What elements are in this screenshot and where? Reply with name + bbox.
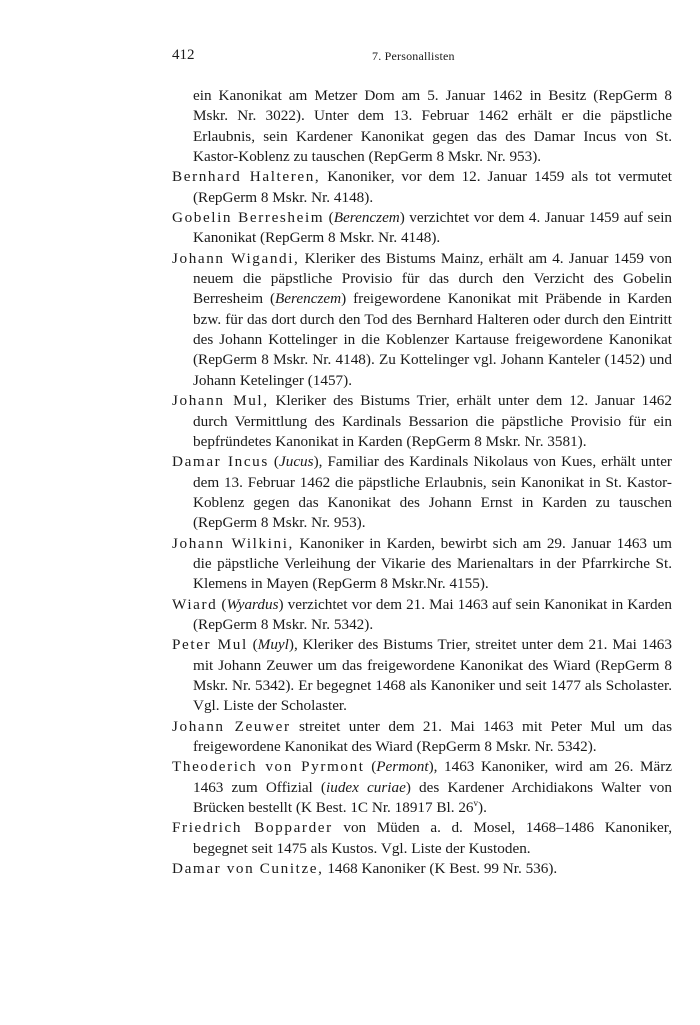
list-entry bbox=[172, 167, 672, 208]
running-head: 7. Personallisten bbox=[372, 49, 455, 63]
person-name: Johann Wilkini, bbox=[172, 534, 294, 552]
list-entry bbox=[172, 635, 672, 716]
page-number: 412 bbox=[172, 47, 195, 63]
entry-text: ). bbox=[478, 799, 487, 817]
paren-open: ( bbox=[324, 209, 334, 227]
person-name: Johann Mul, bbox=[172, 392, 269, 410]
list-entry bbox=[172, 249, 672, 391]
person-name: Damar von Cunitze, bbox=[172, 860, 324, 878]
list-entry bbox=[172, 391, 672, 452]
list-entry bbox=[172, 452, 672, 533]
entry-text: ), Familiar des Kardinals Nikolaus von Kues, erhält unter dem 13. Februar 1462 die päpstliche Erlaubnis, sein Kanonikat in St. Kastor-Koblenz gegen das Kanonikat des Johann Ernst in Karden zu tauschen (RepGerm 8 Mskr. Nr. 953). bbox=[193, 453, 672, 532]
list-entry bbox=[172, 717, 672, 758]
entry-text: ) des Kardener Archidiakons Walter von Brücken bestellt (K Best. 1C Nr. 18917 Bl. 26 bbox=[193, 778, 672, 817]
list-entry bbox=[172, 818, 672, 859]
name-variant: Muyl bbox=[257, 636, 289, 654]
paren-open: ( bbox=[364, 758, 377, 776]
entry-text: ), Kleriker des Bistums Trier, streitet unter dem 21. Mai 1463 mit Johann Zeuwer um das freigewordene Kanonikat des Wiard (RepGerm 8 Mskr. Nr. 5342). Er begegnet 1468 als Kanoniker und seit 1477 als Scholaster. Vgl. Liste der Scholaster. bbox=[193, 636, 672, 715]
page-header bbox=[172, 47, 668, 71]
name-variant: Berenczem bbox=[333, 209, 400, 227]
entry-text: ) verzichtet vor dem 4. Januar 1459 auf sein Kanonikat (RepGerm 8 Mskr. Nr. 4148). bbox=[193, 209, 673, 247]
list-entry bbox=[172, 208, 672, 249]
person-name: Johann Zeuwer bbox=[172, 717, 291, 735]
entry-text: ) verzichtet vor dem 21. Mai 1463 auf sein Kanonikat in Karden (RepGerm 8 Mskr. Nr. 5342). bbox=[193, 595, 672, 633]
name-variant: Wyardus bbox=[226, 595, 279, 613]
entry-text: ein Kanonikat am Metzer Dom am 5. Januar 1462 in Besitz (RepGerm 8 Mskr. Nr. 3022). Unter dem 13. Februar 1462 erhält er die päpstliche Erlaubnis, sein Kardener Kanonikat gegen das des Damar Incus von St. Kastor-Koblenz zu tauschen (RepGerm 8 Mskr. Nr. 953). bbox=[193, 87, 672, 166]
name-variant: Berenczem bbox=[275, 290, 342, 308]
person-name: Bernhard Halteren, bbox=[172, 168, 321, 186]
person-name: Johann Wigandi, bbox=[172, 249, 300, 267]
name-variant: Permont bbox=[376, 758, 429, 776]
entry-text: Kleriker des Bistums Trier, erhält unter dem 12. Januar 1462 durch Vermittlung des Kardinals Bessarion die päpstliche Provisio für ein bepfründetes Kanonikat in Karden (RepGerm 8 Mskr. Nr. 3581). bbox=[193, 392, 672, 450]
person-name: Wiard bbox=[172, 595, 218, 613]
entry-text: 1468 Kanoniker (K Best. 99 Nr. 536). bbox=[323, 860, 558, 878]
entry-text: streitet unter dem 21. Mai 1463 mit Peter Mul um das freigewordene Kanonikat des Wiard (RepGerm 8 Mskr. Nr. 5342). bbox=[193, 717, 672, 755]
canon-list bbox=[172, 86, 672, 879]
paren-open: ( bbox=[217, 595, 227, 613]
person-name: Damar Incus bbox=[172, 453, 269, 471]
person-name: Gobelin Berresheim bbox=[172, 209, 325, 227]
entry-text: Kanoniker, vor dem 12. Januar 1459 als tot vermutet (RepGerm 8 Mskr. Nr. 4148). bbox=[193, 168, 672, 206]
entry-text: ), 1463 Kanoniker, wird am 26. März 1463 zum Offizial ( bbox=[193, 758, 672, 796]
latin-term: iudex curiae bbox=[326, 778, 406, 796]
list-entry bbox=[172, 859, 672, 879]
paren-open: ( bbox=[247, 636, 258, 654]
list-entry bbox=[172, 595, 672, 636]
entry-text: ) freigewordene Kanonikat mit Präbende in Karden bzw. für das dort durch den Tod des Bernhard Halteren oder durch den Eintritt des Johann Kottelinger in die Koblenzer Kartause freigewordene Kanonikat (RepGerm 8 Mskr. Nr. 4148). Zu Kottelinger vgl. Johann Kanteler (1452) und Johann Ketelinger (1457). bbox=[193, 290, 673, 389]
verso-superscript: v bbox=[473, 797, 479, 808]
entry-text: Kleriker des Bistums Mainz, erhält am 4. Januar 1459 von neuem die päpstliche Provisio für das durch den Verzicht des Gobelin Berresheim ( bbox=[193, 249, 672, 308]
paren-open: ( bbox=[268, 453, 279, 471]
list-entry-continuation bbox=[172, 86, 672, 167]
list-entry bbox=[172, 757, 672, 818]
entry-text: Kanoniker in Karden, bewirbt sich am 29. Januar 1463 um die päpstliche Verleihung der Vikarie des Marienaltars in der Pfarrkirche St. Klemens in Mayen (RepGerm 8 Mskr.Nr. 4155). bbox=[193, 534, 672, 593]
person-name: Peter Mul bbox=[172, 636, 248, 654]
list-entry bbox=[172, 534, 672, 595]
name-variant: Jucus bbox=[278, 453, 314, 471]
entry-text: von Müden a. d. Mosel, 1468–1486 Kanoniker, begegnet seit 1475 als Kustos. Vgl. Liste der Kustoden. bbox=[193, 819, 672, 857]
person-name: Theoderich von Pyrmont bbox=[172, 758, 365, 776]
person-name: Friedrich Bopparder bbox=[172, 819, 333, 837]
